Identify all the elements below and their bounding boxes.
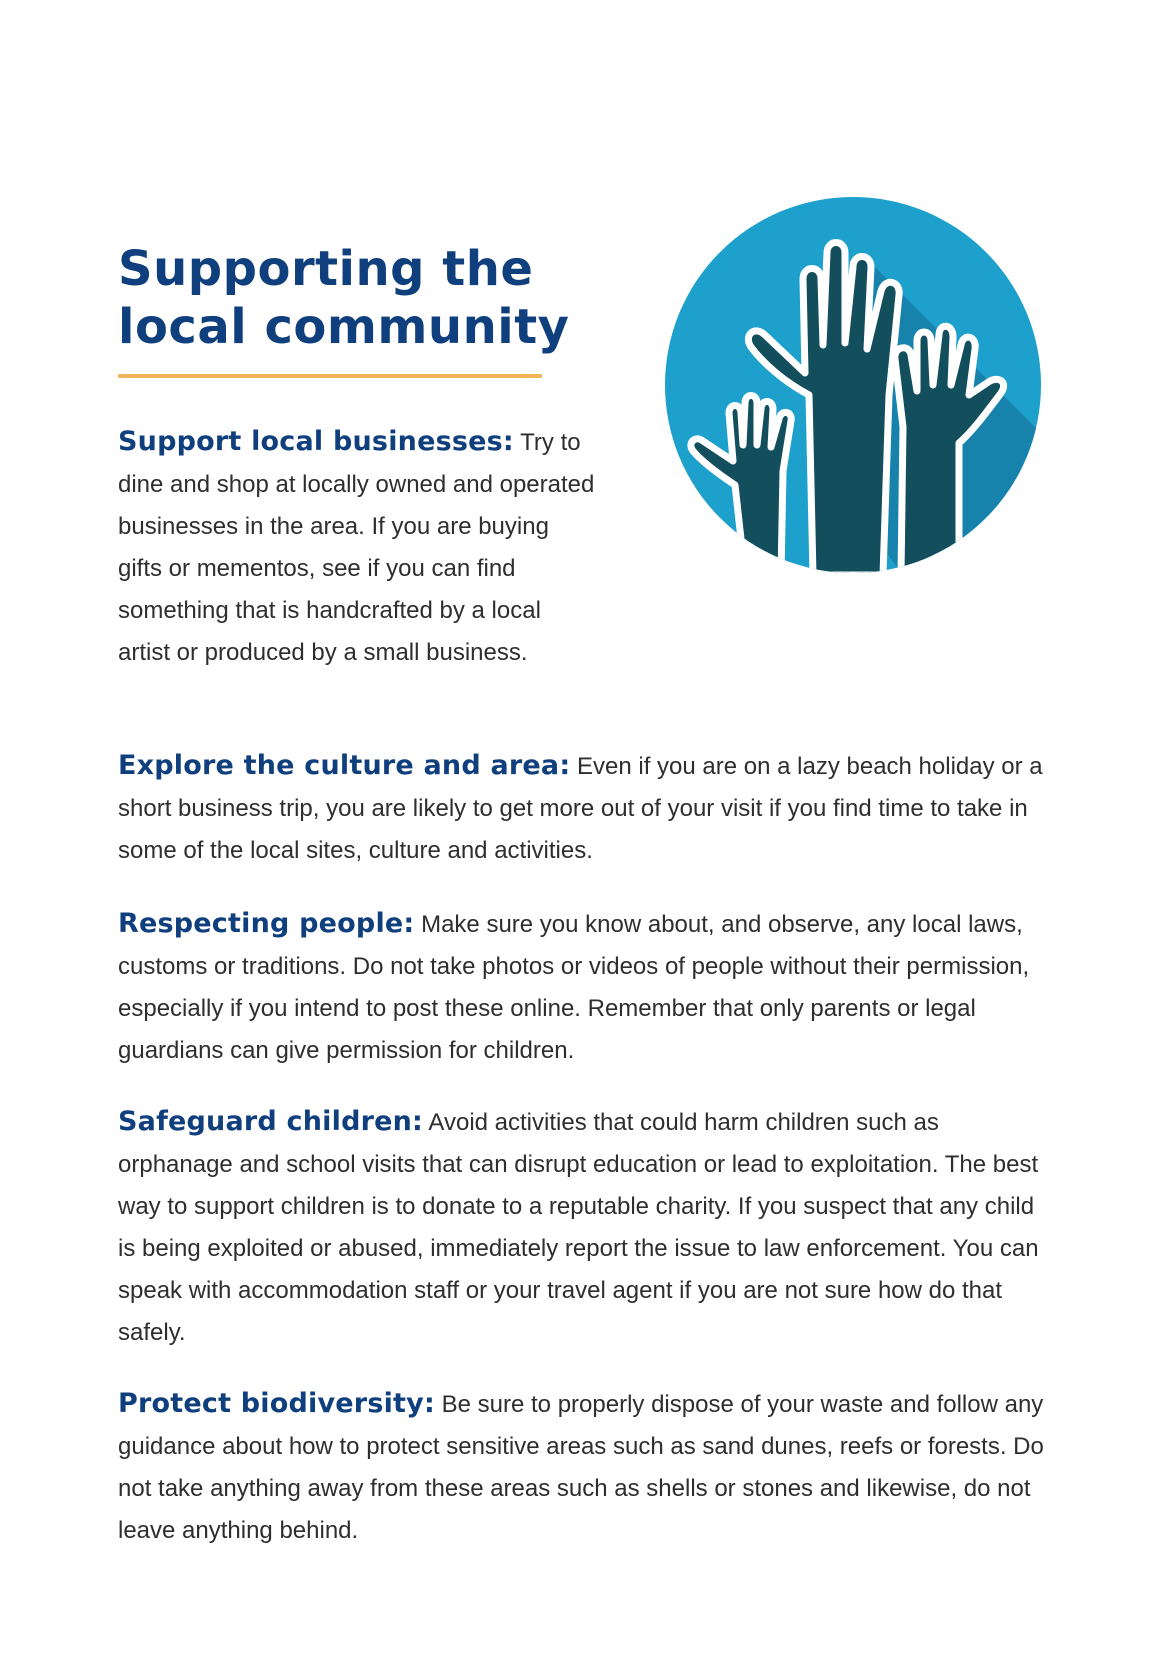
section-body: Make sure you know about, and observe, any local laws, customs or traditions. Do not take photos or videos of people without their permission, especially if you intend to post these online. Remember that only parents or legal guardians can give permission for children.: [118, 911, 1030, 1064]
section-heading: Explore the culture and area:: [118, 750, 571, 781]
section-heading: Support local businesses:: [118, 426, 514, 457]
section-body: Even if you are on a lazy beach holiday or a short business trip, you are likely to get more out of your visit if you find time to take in some of the local sites, culture and activities.: [118, 753, 1043, 864]
section-body: Avoid activities that could harm children such as orphanage and school visits that can disrupt education or lead to exploitation. The best way to support children is to donate to a reputable charity. If you suspect that any child is being exploited or abused, immediately report the issue to law enforcement. You can speak with accommodation staff or your travel agent if you are not sure how do that safely.: [118, 1109, 1039, 1346]
section-explore-culture: [118, 745, 1058, 872]
raised-hands-icon: [663, 195, 1043, 575]
section-protect-biodiversity: [118, 1383, 1058, 1552]
section-body: Be sure to properly dispose of your waste and follow any guidance about how to protect sensitive areas such as sand dunes, reefs or forests. Do not take anything away from these areas such as shells or stones and likewise, do not leave anything behind.: [118, 1391, 1044, 1544]
section-safeguard-children: [118, 1101, 1058, 1354]
section-support-local-businesses: [118, 421, 598, 674]
page-title: [118, 240, 569, 356]
section-heading: Respecting people:: [118, 908, 415, 939]
page-title-line-1: Supporting the: [118, 241, 534, 297]
section-respecting-people: [118, 903, 1048, 1072]
title-underline: [118, 374, 542, 378]
section-body: Try to dine and shop at locally owned and operated businesses in the area. If you are buying gifts or mementos, see if you can find something that is handcrafted by a local artist or produced by a small business.: [118, 429, 595, 666]
section-heading: Protect biodiversity:: [118, 1388, 435, 1419]
section-heading: Safeguard children:: [118, 1106, 424, 1137]
page-title-line-2: local community: [118, 299, 570, 355]
